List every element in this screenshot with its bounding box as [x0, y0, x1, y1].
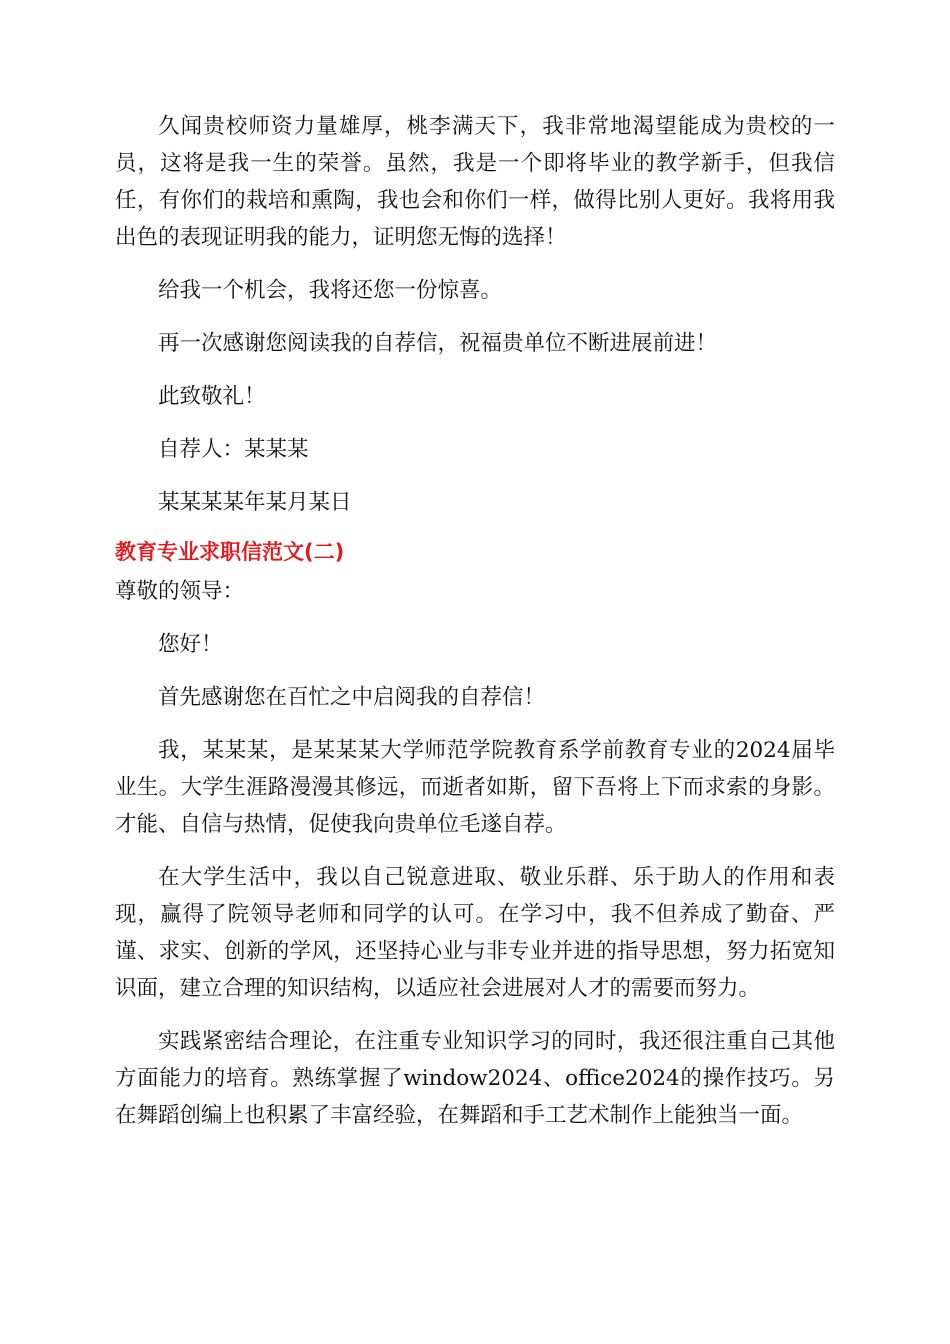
- greeting: 您好！: [158, 632, 223, 657]
- paragraph: 首先感谢您在百忙之中启阅我的自荐信！: [158, 685, 546, 710]
- paragraph: 我，某某某，是某某某大学师范学院教育系学前教育专业的2024届毕业生。大学生涯路漫漫其修远，而逝者如斯，留下吾将上下而求索的身影。才能、自信与热情，促使我向贵单位毛遂自荐。: [115, 738, 835, 837]
- salutation: 尊敬的领导：: [115, 579, 245, 604]
- paragraph: 给我一个机会，我将还您一份惊喜。: [158, 278, 503, 303]
- document-page: [115, 108, 835, 1150]
- paragraph: 在大学生活中，我以自己锐意进取、敬业乐群、乐于助人的作用和表现，赢得了院领导老师和同学的认可。在学习中，我不但养成了勤奋、严谨、求实、创新的学风，还坚持心业与非专业并进的指导思想，努力拓宽知识面，建立合理的知识结构，以适应社会进展对人才的需要而努力。: [115, 865, 835, 1001]
- date-line: 某某某某年某月某日: [158, 490, 352, 515]
- signature-line: 自荐人：某某某: [158, 437, 309, 462]
- section-heading: 教育专业求职信范文(二): [115, 540, 345, 564]
- paragraph: 实践紧密结合理论，在注重专业知识学习的同时，我还很注重自己其他方面能力的培育。熟练掌握了window2024、office2024的操作技巧。另在舞蹈创编上也积累了丰富经验，在舞蹈和手工艺术制作上能独当一面。: [115, 1029, 835, 1128]
- closing-greeting: 此致敬礼！: [158, 384, 266, 409]
- paragraph: 再一次感谢您阅读我的自荐信，祝福贵单位不断进展前进！: [158, 331, 718, 356]
- paragraph: 久闻贵校师资力量雄厚，桃李满天下，我非常地渴望能成为贵校的一员，这将是我一生的荣誉。虽然，我是一个即将毕业的教学新手，但我信任，有你们的栽培和熏陶，我也会和你们一样，做得比别人更好。我将用我出色的表现证明我的能力，证明您无悔的选择！: [115, 114, 835, 250]
